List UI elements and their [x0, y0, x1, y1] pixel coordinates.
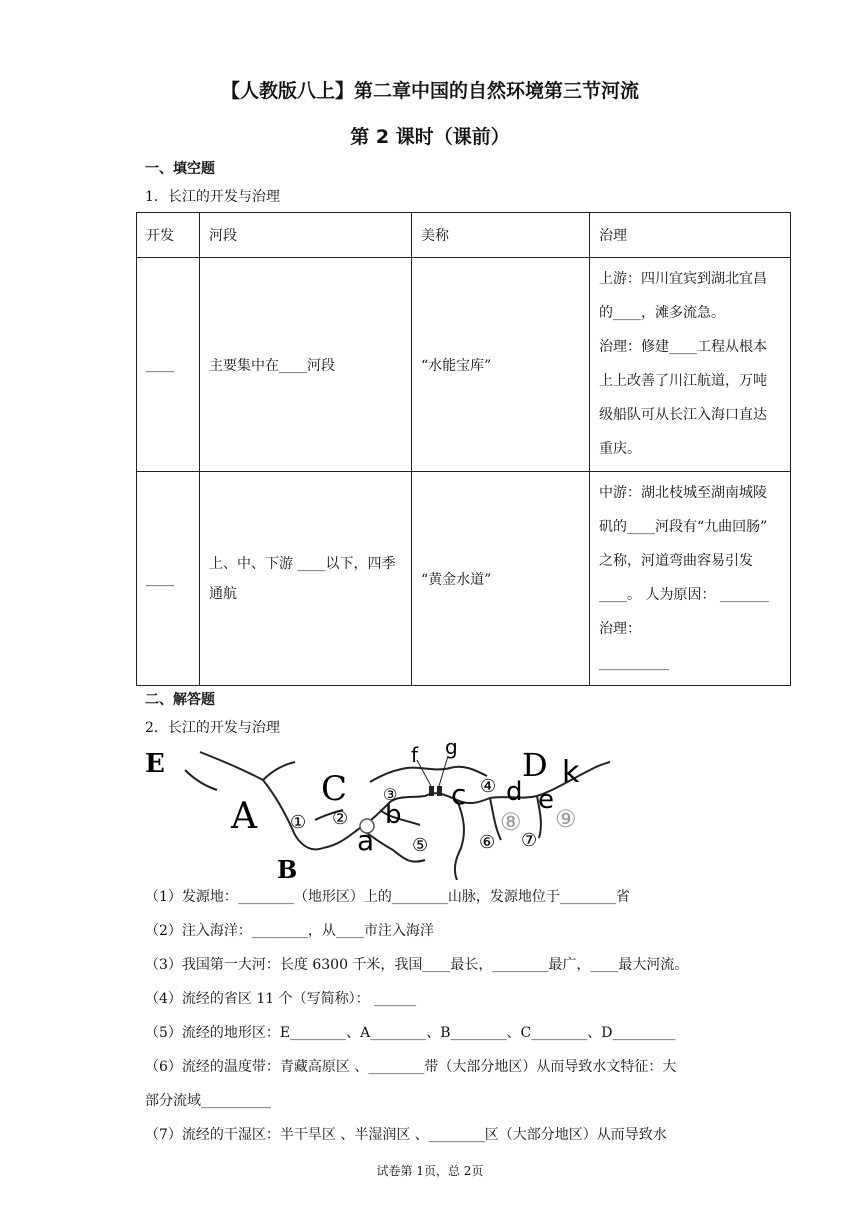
point-label-e: e: [538, 785, 554, 815]
number-label-2: ②: [332, 808, 349, 829]
question-2: 2．长江的开发与治理: [145, 720, 280, 736]
page-subtitle: 第 2 课时（课前）: [350, 126, 510, 148]
dam-marker: [437, 786, 442, 796]
cell-governance: [590, 258, 791, 472]
number-label-1: ①: [290, 812, 307, 833]
number-label-4: ④: [480, 776, 497, 797]
point-label-b: b: [385, 800, 402, 830]
point-label-a: a: [357, 824, 375, 857]
point-label-g: g: [445, 740, 458, 759]
gov-line: 的____，滩多流急。: [599, 305, 725, 321]
answer-line-5: （5）流经的地形区：E________、A________、B________、C________、D_________: [145, 1025, 676, 1041]
question-1: 1．长江的开发与治理: [145, 189, 280, 205]
point-label-f: f: [411, 743, 419, 767]
cell-segment: 上、中、下游 ____以下，四季通航: [200, 472, 412, 686]
header-development: 开发: [137, 213, 200, 258]
number-label-7: ⑦: [521, 830, 538, 851]
table-row: [137, 472, 791, 686]
gov-line: 矶的____河段有“九曲回肠”: [599, 519, 768, 535]
number-label-8: ⑧: [500, 808, 522, 836]
dam-marker: [429, 786, 434, 796]
number-label-5: ⑤: [412, 835, 429, 856]
answer-line-7: （7）流经的干湿区：半干旱区 、半湿润区 、________区（大部分地区）从而导致水: [145, 1127, 667, 1143]
gov-line: 治理：: [599, 621, 641, 637]
gov-line: 重庆。: [599, 441, 641, 457]
header-segment: 河段: [200, 213, 412, 258]
development-table: [136, 212, 791, 686]
header-governance: 治理: [590, 213, 791, 258]
section-answer: 二、解答题: [145, 692, 215, 708]
cell-development: ____: [137, 472, 200, 686]
point-label-d: d: [506, 777, 523, 807]
answer-line-6: （6）流经的温度带：青藏高原区 、________带（大部分地区）从而导致水文特征：大: [145, 1059, 677, 1075]
region-label-A: A: [231, 796, 257, 837]
gov-line: 中游：湖北枝城至湖南城陵: [599, 485, 767, 501]
gov-line: 之称，河道弯曲容易引发: [599, 553, 753, 569]
cell-segment: 主要集中在____河段: [200, 258, 412, 472]
cell-governance: [590, 472, 791, 686]
answer-line-4: （4）流经的省区 11 个（写简称）： ______: [145, 991, 417, 1007]
yangtze-river-map: [145, 740, 610, 880]
cell-nickname: “水能宝库”: [412, 258, 590, 472]
gov-line: __________: [599, 655, 669, 671]
region-label-C: C: [321, 769, 348, 809]
number-label-3: ③: [383, 785, 398, 804]
table-header-row: [137, 213, 791, 258]
point-label-c: c: [451, 778, 467, 811]
page-title: 【人教版八上】第二章中国的自然环境第三节河流: [220, 80, 639, 102]
region-label-D: D: [522, 746, 548, 784]
region-label-B: B: [277, 855, 298, 880]
pointer-line: [439, 756, 448, 786]
gov-line: 上上改善了川江航道，万吨: [599, 373, 767, 389]
header-nickname: 美称: [412, 213, 590, 258]
table-row: [137, 258, 791, 472]
page-footer: 试卷第 1页，总 2页: [376, 1164, 484, 1178]
number-label-6: ⑥: [479, 832, 496, 853]
answer-line-6-cont: 部分流域__________: [145, 1093, 271, 1109]
cell-development: ____: [137, 258, 200, 472]
gov-line: ____。 人为原因： _______: [599, 587, 769, 603]
gov-line: 上游：四川宜宾到湖北宜昌: [599, 271, 767, 287]
section-fill-blank: 一、填空题: [145, 161, 215, 177]
cell-nickname: “黄金水道”: [412, 472, 590, 686]
answer-line-3: （3）我国第一大河：长度 6300 千米，我国____最长，________最广，____最大河流。: [145, 957, 689, 973]
gov-line: 治理：修建____工程从根本: [599, 339, 767, 355]
pointer-line: [417, 760, 431, 786]
answer-line-2: （2）注入海洋：________，从____市注入海洋: [145, 923, 434, 939]
region-label-E: E: [145, 749, 165, 779]
point-label-k: k: [562, 755, 580, 790]
number-label-9: ⑨: [555, 805, 577, 833]
answer-line-1: （1）发源地：________（地形区）上的________山脉，发源地位于________省: [145, 889, 630, 905]
gov-line: 级船队可从长江入海口直达: [599, 407, 767, 423]
